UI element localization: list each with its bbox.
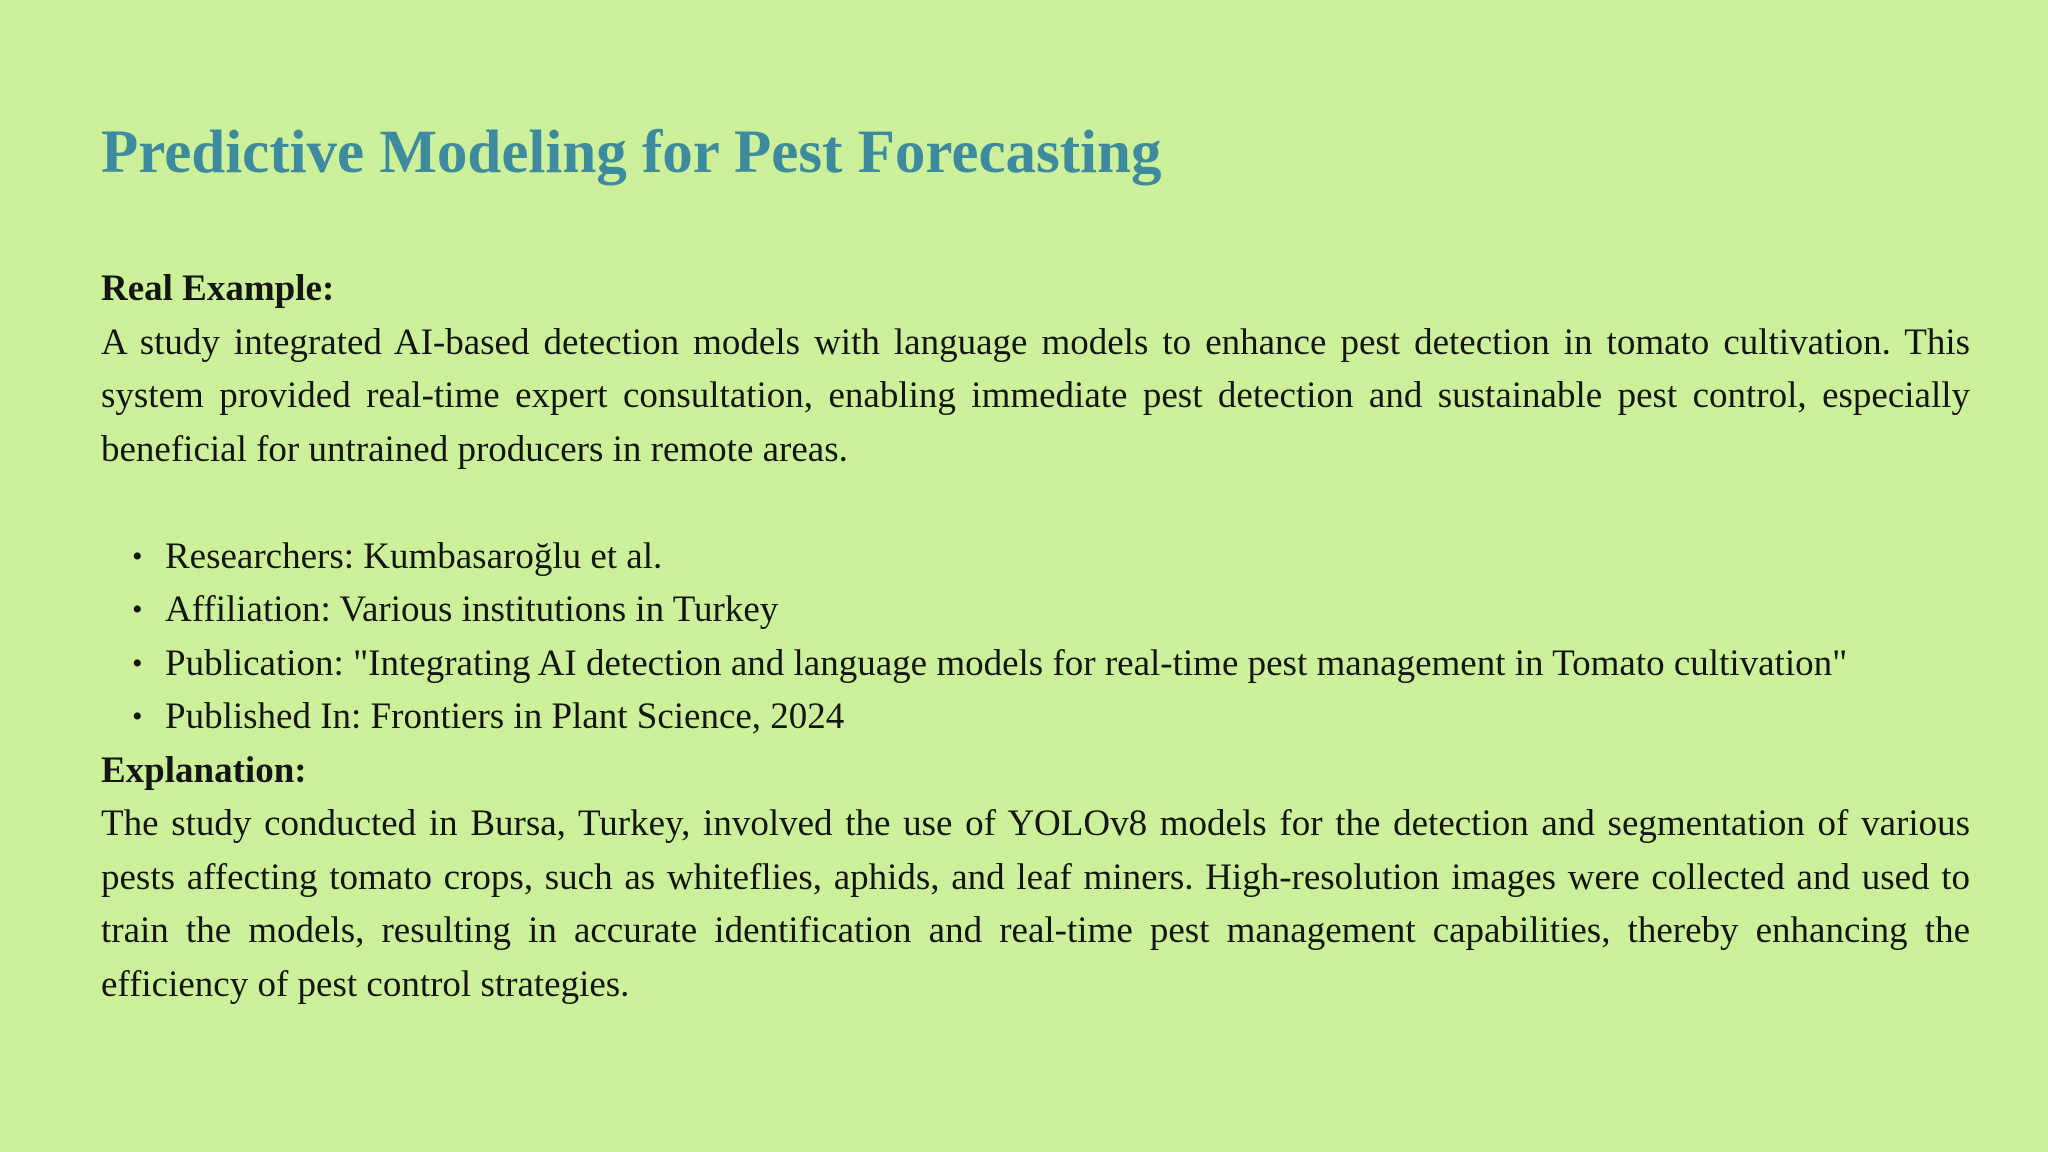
researchers-text: Researchers: Kumbasaroğlu et al.	[165, 535, 663, 577]
bullet-icon: •	[132, 539, 143, 573]
study-details-list	[101, 530, 1970, 744]
real-example-heading: Real Example:	[101, 268, 335, 309]
explanation-body: The study conducted in Bursa, Turkey, involved the use of YOLOv8 models for the detection and segmentation of various pests affecting tomato crops, such as whiteflies, aphids, and leaf miners. High-resolution images were collected and used to train the models, resulting in accurate identification and real-time pest management capabilities, thereby enhancing the efficiency of pest control strategies.	[101, 803, 1970, 1005]
slide-content	[101, 262, 1970, 1011]
affiliation-text: Affiliation: Various institutions in Turkey	[165, 589, 779, 630]
list-item	[132, 690, 1970, 744]
published-in-text: Published In: Frontiers in Plant Science, 2024	[165, 696, 845, 737]
publication-text: Publication: "Integrating AI detection and language models for real-time pest management in Tomato cultivation"	[165, 642, 1848, 684]
list-item	[132, 530, 1970, 584]
bullet-icon: •	[132, 700, 143, 733]
bullet-icon: •	[132, 593, 143, 626]
list-item	[132, 583, 1970, 637]
explanation-heading: Explanation:	[101, 749, 307, 791]
list-item	[132, 637, 1970, 691]
spacer	[101, 476, 1970, 530]
slide-title: Predictive Modeling for Pest Forecasting	[101, 119, 1162, 186]
real-example-body: A study integrated AI-based detection models with language models to enhance pest detection in tomato cultivation. This system provided real-time expert consultation, enabling immediate pest detection and sustainable pest control, especially beneficial for untrained producers in remote areas.	[101, 321, 1970, 470]
bullet-icon: •	[132, 646, 143, 680]
